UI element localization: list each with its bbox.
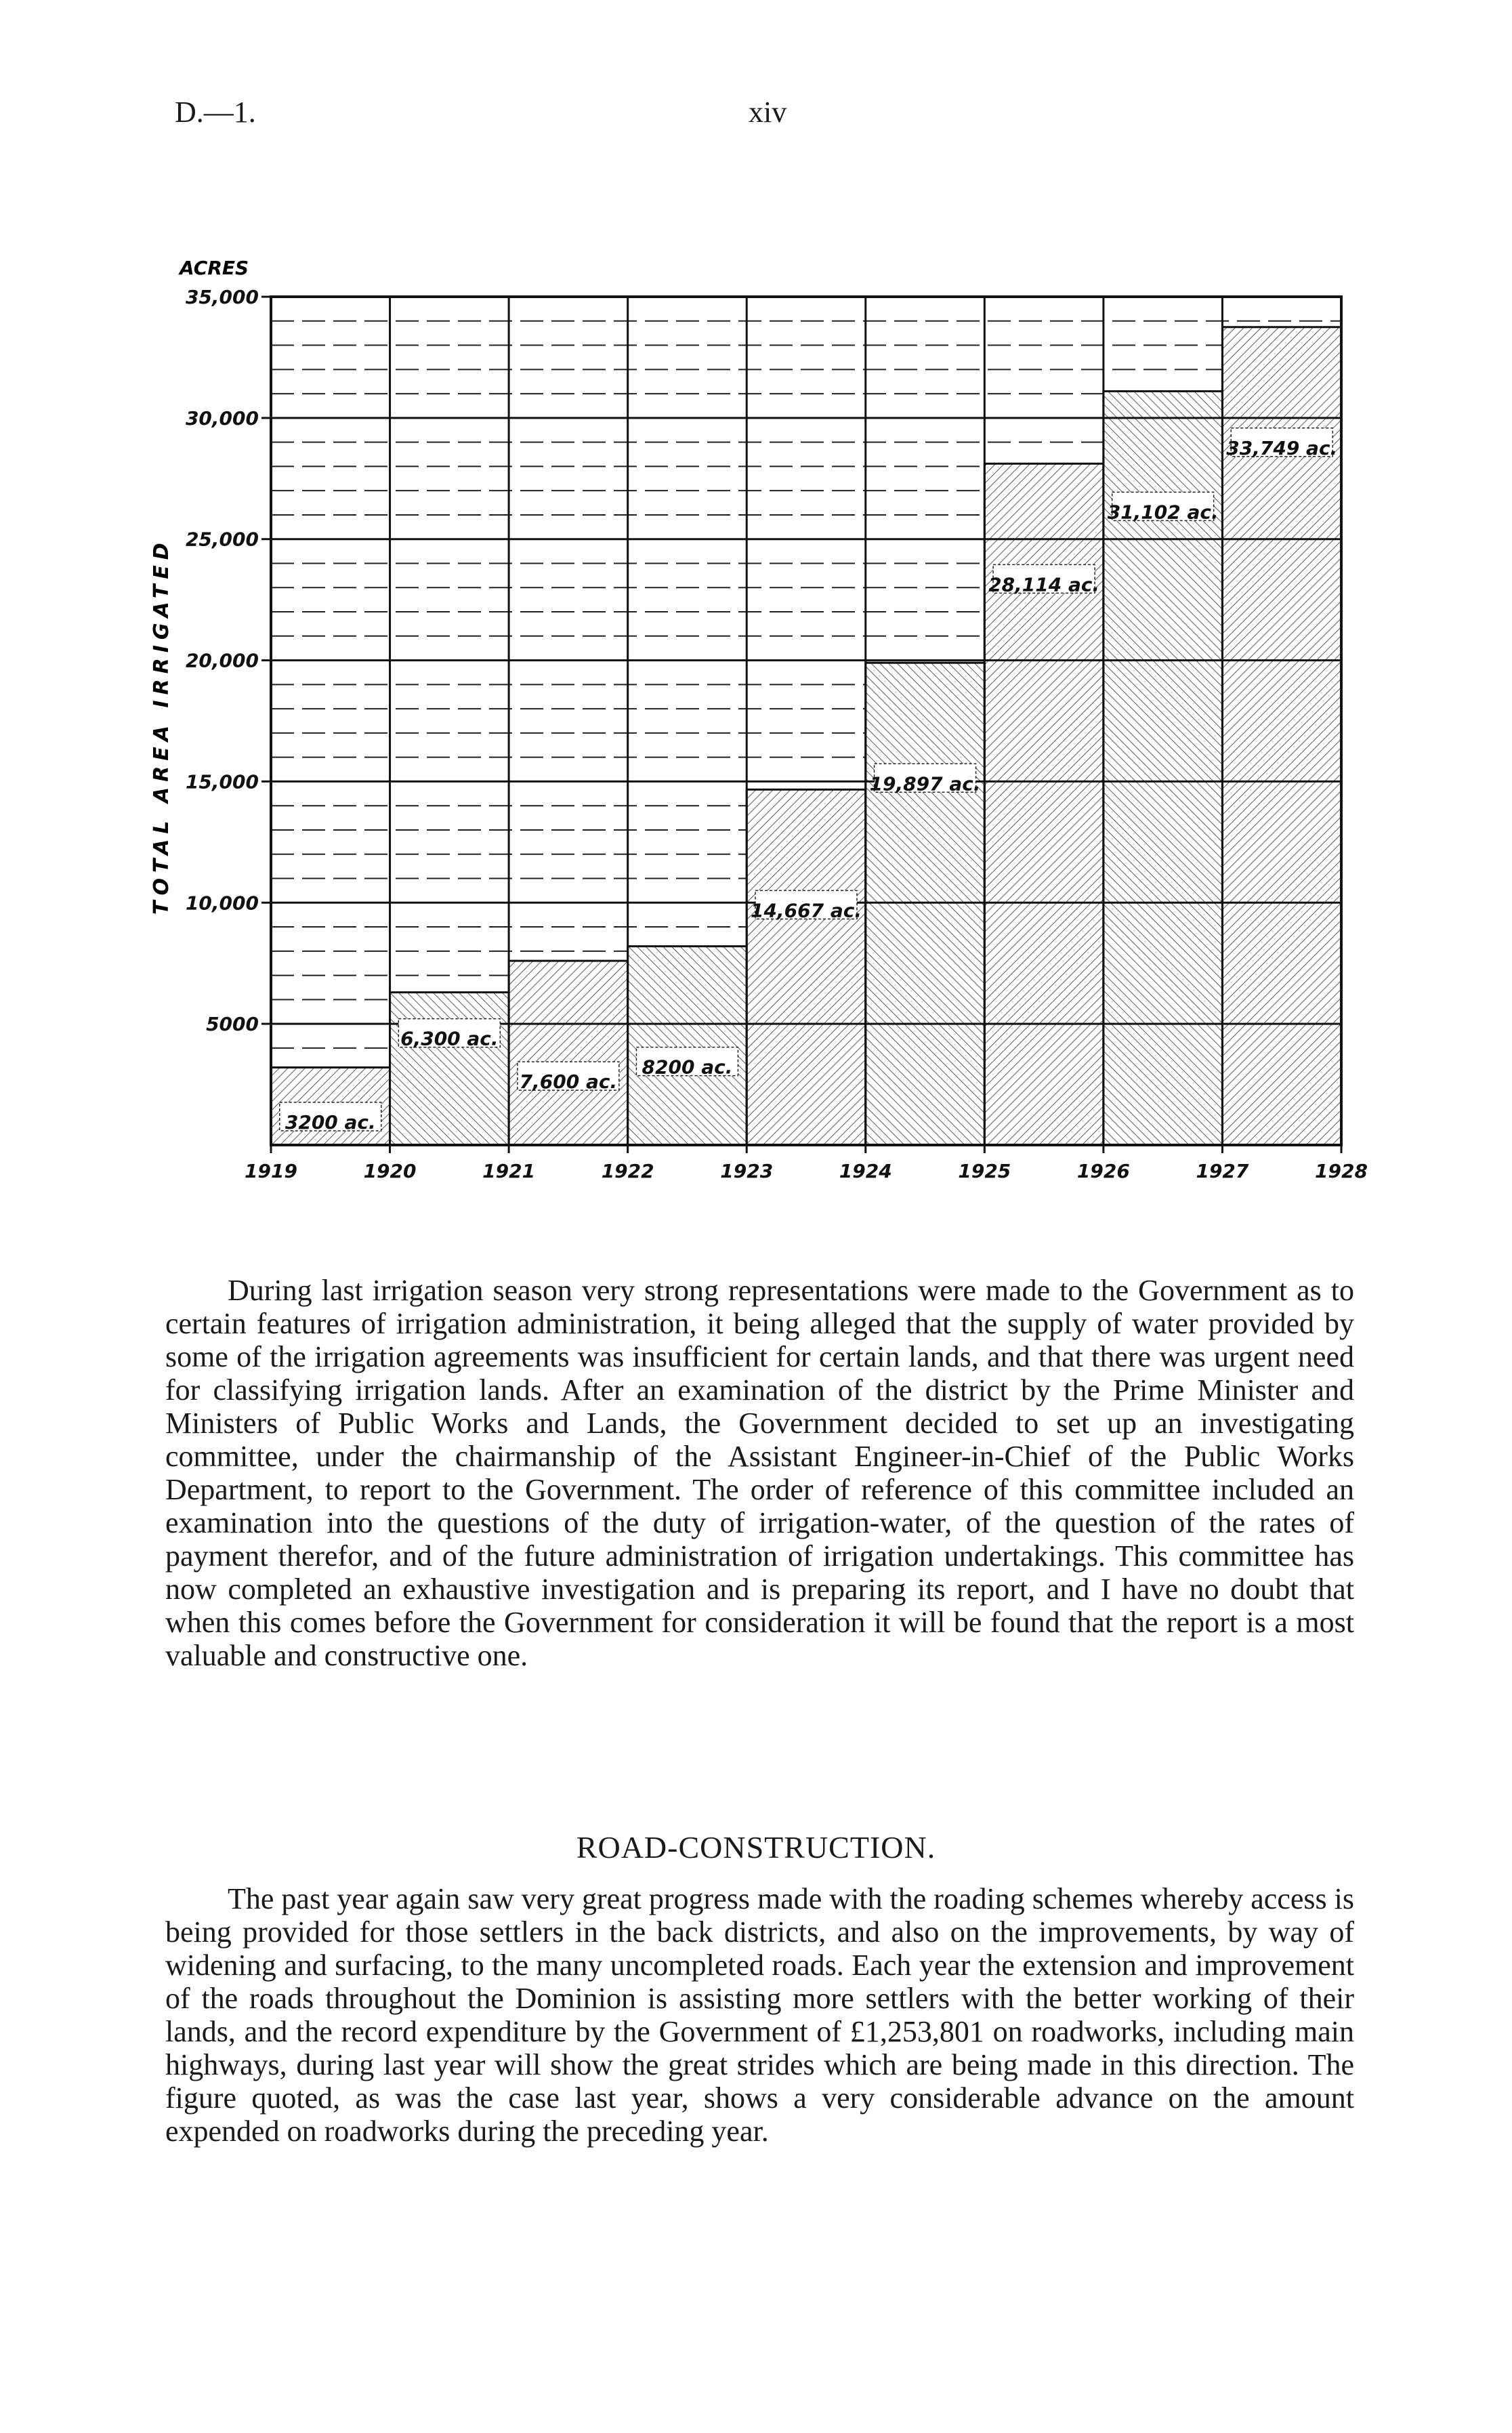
data-label: 19,897 ac. <box>869 772 981 795</box>
bar-1924 <box>866 663 985 1145</box>
page-reference: D.—1. <box>175 96 256 129</box>
bar-1920 <box>390 993 509 1145</box>
y-tick-label: 35,000 <box>185 286 259 308</box>
x-tick-label: 1923 <box>720 1160 774 1182</box>
y-axis-title: TOTAL AREA IRRIGATED <box>150 537 173 915</box>
x-tick-label: 1924 <box>839 1160 892 1182</box>
data-label: 6,300 ac. <box>400 1027 499 1050</box>
data-label: 14,667 ac. <box>751 899 862 922</box>
data-label: 33,749 ac. <box>1226 436 1338 459</box>
y-tick-label: 30,000 <box>185 407 259 430</box>
road-construction-paragraph <box>165 1882 1354 2148</box>
data-label: 28,114 ac. <box>988 573 1100 596</box>
x-tick-label: 1919 <box>245 1160 297 1182</box>
data-label: 31,102 ac. <box>1107 501 1219 524</box>
y-tick-label: 5000 <box>206 1013 259 1036</box>
data-label: 8200 ac. <box>642 1056 733 1079</box>
y-tick-label: 15,000 <box>185 770 259 793</box>
bar-1923 <box>747 789 866 1145</box>
y-unit-label: ACRES <box>180 257 249 279</box>
y-tick-label: 25,000 <box>185 528 259 551</box>
x-tick-label: 1922 <box>601 1160 654 1182</box>
bar-1922 <box>628 947 747 1145</box>
x-tick-label: 1920 <box>363 1160 417 1182</box>
section-heading: ROAD-CONSTRUCTION. <box>576 1830 936 1865</box>
y-tick-label: 10,000 <box>185 892 259 915</box>
data-label: 3200 ac. <box>285 1111 376 1134</box>
x-tick-label: 1921 <box>482 1160 536 1182</box>
x-tick-label: 1928 <box>1315 1160 1368 1182</box>
x-tick-label: 1925 <box>958 1160 1011 1182</box>
y-tick-label: 20,000 <box>185 649 259 672</box>
bar-1921 <box>509 961 628 1145</box>
irrigation-paragraph <box>165 1274 1354 1672</box>
irrigation-area-chart <box>122 251 1382 1199</box>
page-number: xiv <box>749 96 787 129</box>
x-tick-label: 1927 <box>1196 1160 1249 1182</box>
paragraph-text: The past year again saw very great progress made with the roading schemes whereby access is being provided for those settlers in the back districts, and also on the improvements, by way of widening and surfacing, to the many uncompleted roads. Each year the extension and improvement of the roads throughout the Dominion is assisting more settlers with the better working of their lands, and the record expenditure by the Government of £1,253,801 on roadworks, including main highways, during last year will show the great strides which are being made in this direction. The figure quoted, as was the case last year, shows a very considerable advance on the amount expended on roadworks during the preceding year. <box>165 1882 1354 2148</box>
x-tick-label: 1926 <box>1076 1160 1130 1182</box>
data-label: 7,600 ac. <box>519 1070 618 1094</box>
paragraph-text: During last irrigation season very strong representations were made to the Government as to certain features of irrigation administration, it being alleged that the supply of water provided by some of the irrigation agreements was insufficient for certain lands, and that there was urgent need for classifying irrigation lands. After an examination of the district by the Prime Minister and Ministers of Public Works and Lands, the Government decided to set up an investigating committee, under the chairmanship of the Assistant Engineer-in-Chief of the Public Works Department, to report to the Government. The order of reference of this committee included an examination into the questions of the duty of irrigation-water, of the question of the rates of payment therefor, and of the future administration of irrigation undertakings. This committee has now completed an exhaustive investigation and is preparing its report, and I have no doubt that when this comes before the Government for consideration it will be found that the report is a most valuable and constructive one. <box>165 1274 1354 1672</box>
